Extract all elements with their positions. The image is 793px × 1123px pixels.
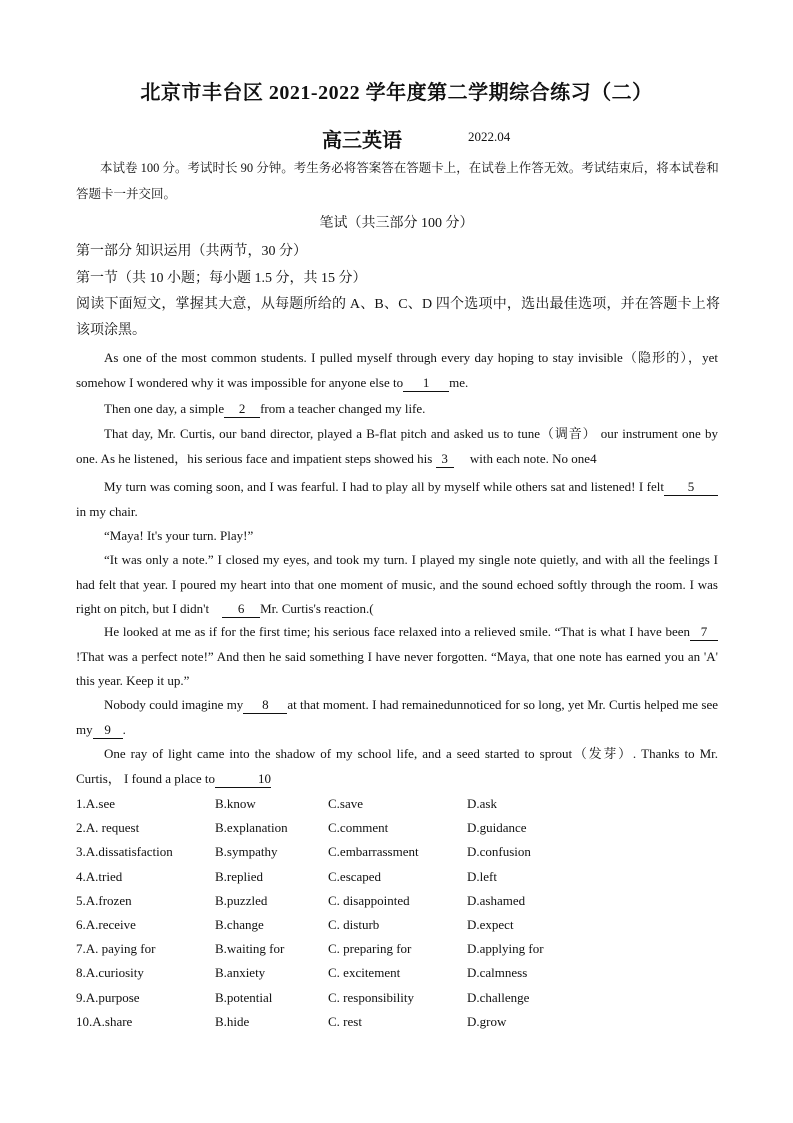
option-d: D.challenge [467,989,530,1005]
option-c: C. rest [328,1013,362,1029]
option-d: D.left [467,868,497,884]
option-a: 2.A. request [76,820,140,836]
option-a: 1.A.see [76,796,115,811]
option-row [76,1014,718,1038]
option-row [76,990,718,1014]
passage-paragraph-9 [76,742,718,791]
section-heading: 第一节（共 10 小题；每小题 1.5 分，共 15 分） [76,271,367,286]
option-b: B.puzzled [215,892,268,908]
option-b: B.replied [215,868,264,884]
option-row [76,941,718,965]
option-d: D.applying for [467,941,544,957]
option-c: C.save [328,796,364,811]
passage-paragraph-2 [76,397,718,422]
option-d: D.ashamed [467,892,526,908]
paragraph-text: “It was only a note.” I closed my eyes, and took my turn. I played my single note quietly, and with all the feelings I had felt that year. I poured my heart into that one moment of music, and the sound echoed softly through the room. I was right on pitch, but I didn't [76,552,718,616]
option-a: 4.A.tried [76,868,123,884]
paragraph-text: That day, Mr. Curtis, our band director, played a B-flat pitch and asked us to tune（调音） our instrument one by one. As he listened，his serious face and impatient steps showed his [76,426,718,466]
paragraph-text: Nobody could imagine my [104,697,244,712]
option-b: B.know [215,796,256,811]
blank-5: 5 [664,479,718,496]
directions: 阅读下面短文，掌握其大意，从每题所给的 A、B、C、D 四个选项中，选出最佳选项，并在答题卡上将该项涂黑。 [76,297,720,338]
paragraph-text: As one of the most common students. I pulled myself through every day hoping to stay invisible（隐形的），yet somehow I wondered why it was impossible for anyone else to [76,350,718,390]
option-b: B.sympathy [215,844,278,860]
paragraph-text: He looked at me as if for the first time; his serious face relaxed into a relieved smile. “That is what I have been [104,624,690,639]
option-c: C. disturb [328,917,380,932]
exam-date: 2022.04 [468,129,511,144]
option-a: 6.A.receive [76,917,136,932]
option-a: 10.A.share [76,1013,133,1029]
paragraph-text: me. [449,374,469,390]
option-d: D.grow [467,1013,507,1029]
option-d: D.expect [467,917,514,932]
option-row [76,844,718,868]
option-a: 8.A.curiosity [76,965,144,981]
option-b: B.potential [215,989,273,1005]
paragraph-text: in my chair. [76,503,138,519]
blank-9: 9 [93,722,123,739]
blank-1: 1 [403,375,449,392]
option-row [76,965,718,989]
blank-2: 2 [224,401,260,418]
option-row [76,893,718,917]
option-d: D.calmness [467,965,528,981]
option-b: B.hide [215,1013,250,1029]
option-b: B.waiting for [215,941,285,957]
passage-paragraph-3 [76,422,718,471]
option-c: C.escaped [328,868,382,884]
blank-7: 7 [690,624,718,641]
blank-8: 8 [243,697,287,714]
passage-paragraph-8 [76,693,718,742]
option-b: B.anxiety [215,965,266,981]
exam-heading: 笔试（共三部分 100 分） [319,216,474,231]
exam-instructions: 本试卷 100 分。考试时长 90 分钟。考生务必将答案答在答题卡上，在试卷上作答无效。考试结束后，将本试卷和答题卡一并交回。 [76,161,719,201]
option-c: C.comment [328,820,389,836]
option-row [76,796,718,820]
passage-paragraph-7 [76,620,718,694]
option-b: B.change [215,917,264,932]
option-row [76,917,718,941]
option-c: C. preparing for [328,941,412,957]
passage-paragraph-5: “Maya! It's your turn. Play!” [104,528,254,543]
page-title: 北京市丰台区 2021-2022 学年度第二学期综合练习（二） [140,82,653,104]
option-c: C. responsibility [328,989,414,1005]
option-a: 7.A. paying for [76,941,156,957]
option-d: D.guidance [467,820,527,836]
option-c: C. disappointed [328,892,410,908]
blank-3: 3 [436,451,454,468]
paragraph-text: with each note. No one [469,450,591,466]
option-c: C. excitement [328,965,401,981]
subject-title: 高三英语 [322,130,402,152]
option-row [76,869,718,893]
paragraph-text: Mr. Curtis's reaction.( [260,601,374,616]
subtitle-row [0,124,793,150]
paragraph-text: from a teacher changed my life. [260,401,426,416]
option-a: 5.A.frozen [76,892,132,908]
paragraph-text: My turn was coming soon, and I was fearful. I had to play all by myself while others sat and listened! I felt [104,479,664,494]
passage-paragraph-6 [76,548,718,622]
option-b: B.explanation [215,820,288,836]
passage-paragraph-1 [76,346,718,395]
blank-6: 6 [222,601,260,618]
paragraph-text: One ray of light came into the shadow of my school life, and a seed started to sprout（发芽）. Thanks to Mr. Curtis， I found a place to [76,746,718,786]
option-a: 9.A.purpose [76,989,140,1005]
option-row [76,820,718,844]
option-a: 3.A.dissatisfaction [76,844,173,860]
option-d: D.confusion [467,844,531,860]
passage-paragraph-4 [76,475,718,524]
option-d: D.ask [467,796,497,811]
option-c: C.embarrassment [328,844,419,860]
paragraph-text: Then one day, a simple [104,401,225,416]
part-heading: 第一部分 知识运用（共两节，30 分） [76,244,307,259]
blank-10: 10 [215,771,271,788]
paragraph-text: at that moment. I had remainedunnoticed for so long, yet Mr. Curtis helped me see my [76,697,718,737]
blank-4: 4 [590,450,597,466]
paragraph-text: !That was a perfect note!” And then he said something I have never forgotten. “Maya, that one note has earned you an 'A' this year. Keep it up.” [76,648,718,688]
paragraph-text: . [122,721,126,737]
